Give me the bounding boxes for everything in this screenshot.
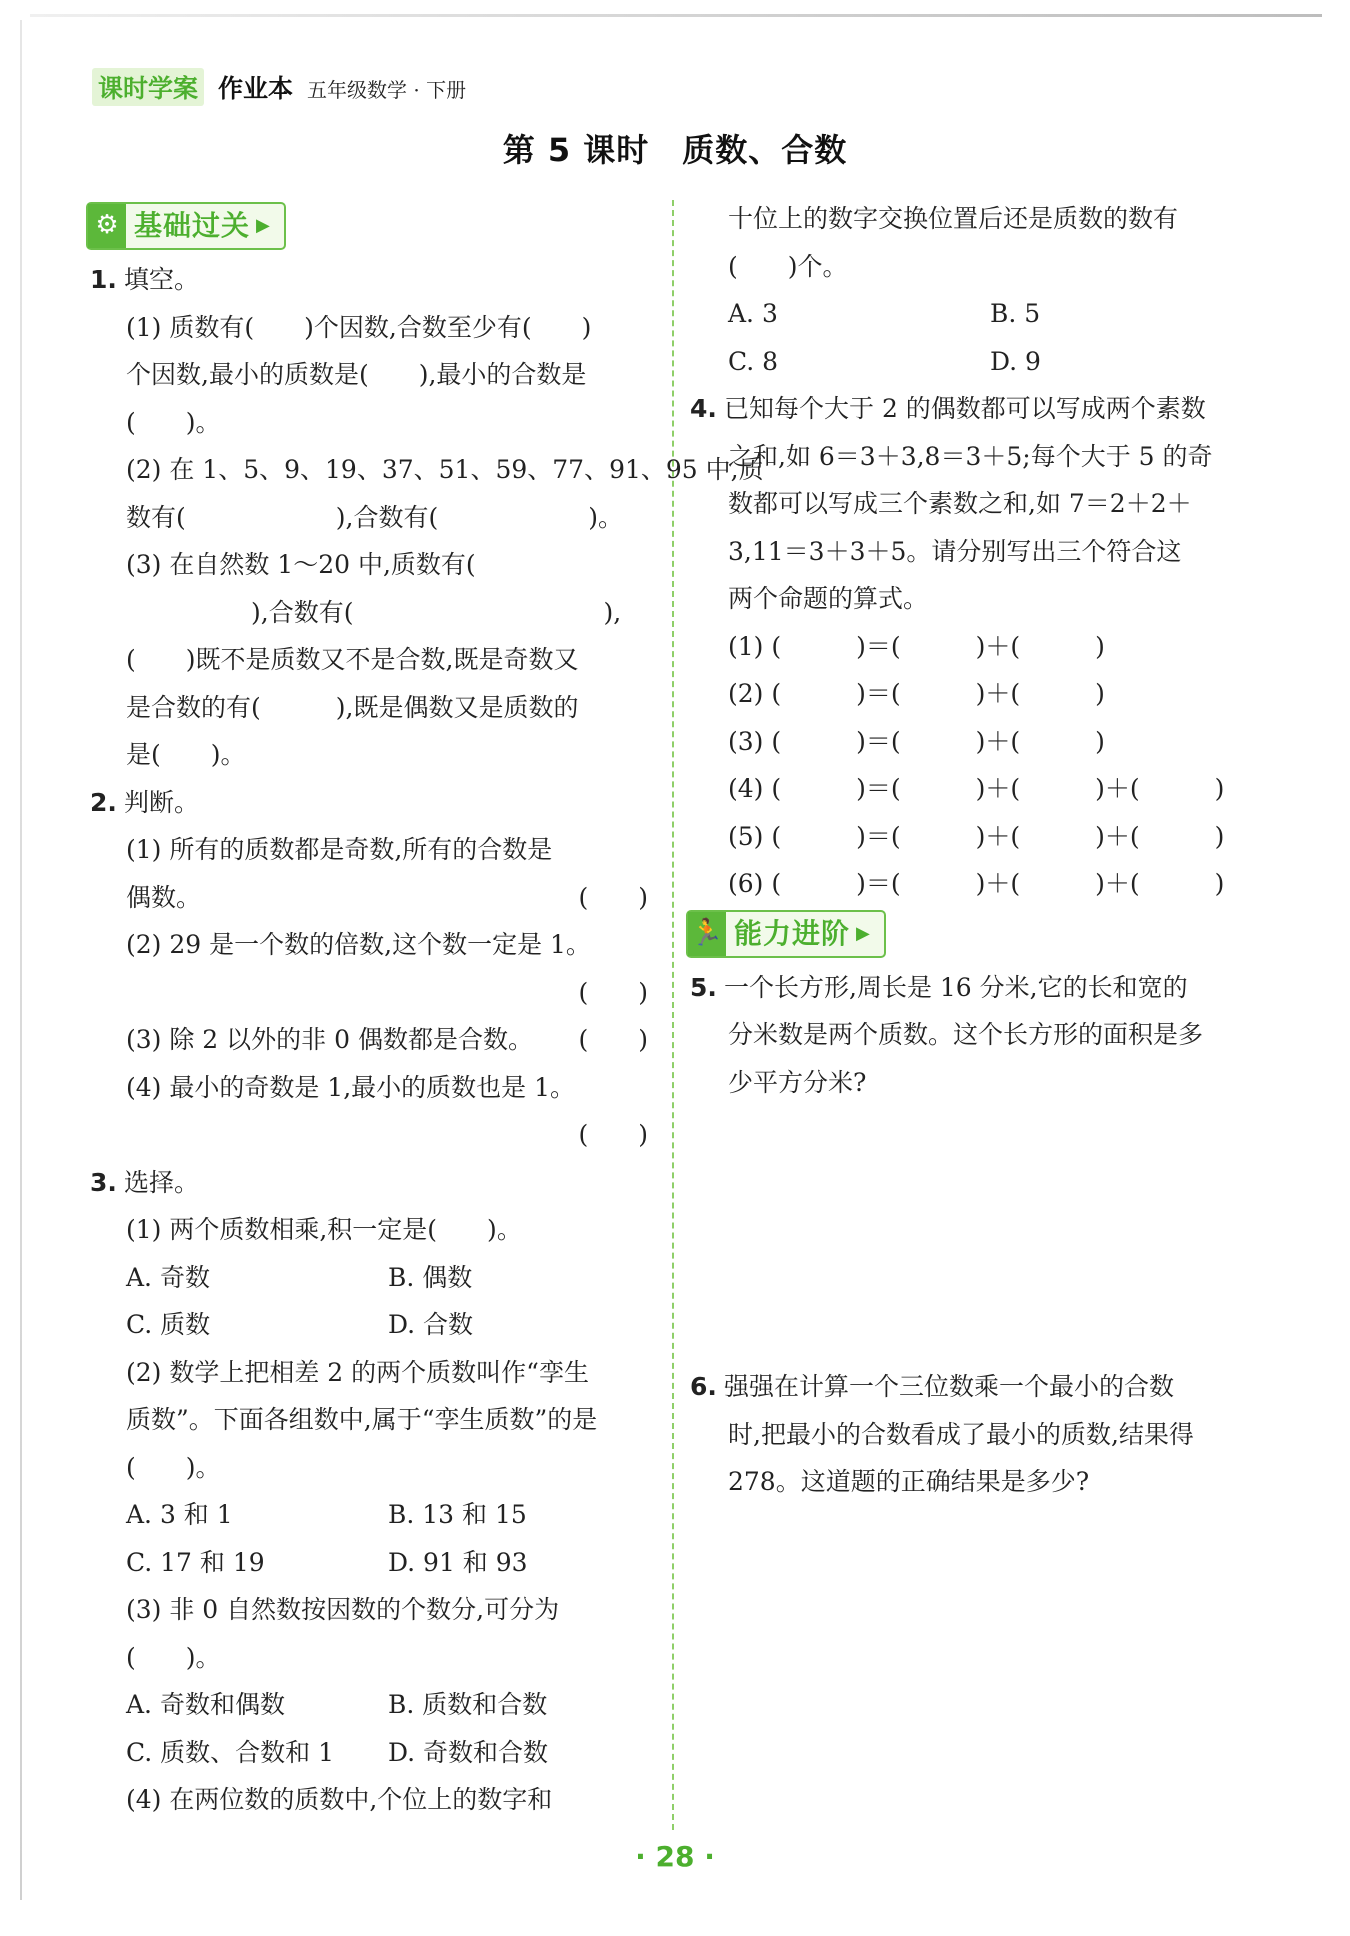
q4-answer-row[interactable]: (6) ( )＝( )＋( )＋( ) [728,869,1225,898]
option-d[interactable]: D. 合数 [388,1310,474,1339]
q3-stem: (2) 数学上把相差 2 的两个质数叫作“孪生 [126,1357,589,1387]
option-a[interactable]: A. 3 和 1 [126,1500,233,1529]
column-divider [672,200,674,1830]
option-a[interactable]: A. 奇数 [126,1262,210,1292]
answer-paren[interactable]: ( ) [578,882,648,912]
q2-item-text: (1) 所有的质数都是奇数,所有的合数是 [126,835,553,864]
question-title: 判断。 [124,787,200,817]
gear-icon: ⚙ [88,204,126,248]
q2-item-text-cont: 偶数。 [126,882,202,912]
option-row [90,1729,658,1777]
q1-line: ),合数有( ), [126,597,622,627]
right-column [690,195,1262,1506]
option-row [690,338,1262,386]
q4-line: 3,11＝3＋3＋5。请分别写出三个符合这 [728,536,1182,566]
q4-answer-row[interactable]: (5) ( )＝( )＋( )＋( ) [728,821,1225,851]
q3-stem: 十位上的数字交换位置后还是质数的数有 [728,204,1179,233]
question-title: 选择。 [124,1167,200,1197]
option-b[interactable]: B. 偶数 [388,1262,473,1292]
q3-stem: ( )个。 [728,251,848,281]
lesson-title: 第 5 课时 质数、合数 [502,131,848,169]
section-badge-advanced [686,910,886,958]
book-title: 作业本 [218,74,294,103]
option-a[interactable]: A. 3 [728,299,778,328]
q1-line: 个因数,最小的质数是( ),最小的合数是 [126,360,587,389]
q6-line: 278。这道题的正确结果是多少? [728,1467,1090,1496]
arrow-icon: ▶ [256,215,270,237]
question-number: 3. [90,1167,117,1197]
q6-line: 强强在计算一个三位数乘一个最小的合数 [724,1372,1175,1401]
question-number: 4. [690,394,717,423]
arrow-icon: ▶ [856,922,870,944]
option-c[interactable]: C. 17 和 19 [126,1547,265,1577]
q1-line: ( )既不是质数又不是合数,既是奇数又 [126,645,579,674]
q1-line: (2) 在 1、5、9、19、37、51、59、77、91、95 中,质 [126,455,764,484]
q1-line: 是( )。 [126,740,246,769]
runner-icon: 🏃 [688,912,726,956]
section-badge-basic [86,202,286,250]
option-row [90,1301,658,1349]
q3-stem: (1) 两个质数相乘,积一定是( )。 [126,1215,522,1244]
option-c[interactable]: C. 8 [728,346,779,376]
q3-stem: (3) 非 0 自然数按因数的个数分,可分为 [126,1595,560,1624]
q4-line: 之和,如 6＝3＋3,8＝3＋5;每个大于 5 的奇 [728,441,1213,471]
question-1-head [90,256,658,304]
option-a[interactable]: A. 奇数和偶数 [126,1690,285,1719]
option-d[interactable]: D. 9 [990,346,1041,376]
answer-paren[interactable]: ( ) [578,1025,648,1054]
option-row [90,1539,658,1587]
section-label: 基础过关 [134,209,251,243]
grade-label: 五年级数学 · 下册 [307,78,467,102]
question-3-head [90,1159,658,1207]
q2-item-text: (2) 29 是一个数的倍数,这个数一定是 1。 [126,930,591,959]
q3-stem: 质数”。下面各组数中,属于“孪生质数”的是 [126,1405,598,1434]
question-number: 6. [690,1372,717,1401]
answer-paren[interactable]: ( ) [578,1120,648,1149]
q4-answer-row[interactable]: (2) ( )＝( )＋( ) [728,679,1105,708]
q4-answer-row[interactable]: (3) ( )＝( )＋( ) [728,726,1105,756]
q3-stem: ( )。 [126,1452,221,1482]
q4-answer-row[interactable]: (4) ( )＝( )＋( )＋( ) [728,774,1225,803]
q1-line: ( )。 [126,407,221,437]
option-b[interactable]: B. 5 [990,299,1041,328]
page-number: · 28 · [635,1840,715,1873]
question-6-head [690,1363,1262,1411]
q3-stem: (4) 在两位数的质数中,个位上的数字和 [126,1785,553,1814]
q4-line: 数都可以写成三个素数之和,如 7＝2＋2＋ [728,489,1192,518]
answer-paren[interactable]: ( ) [578,977,648,1007]
option-b[interactable]: B. 13 和 15 [388,1500,527,1529]
q5-line: 分米数是两个质数。这个长方形的面积是多 [728,1020,1204,1049]
q4-line: 已知每个大于 2 的偶数都可以写成两个素数 [724,394,1206,423]
option-row [90,1491,658,1539]
q3-stem: ( )。 [126,1642,221,1672]
q6-line: 时,把最小的合数看成了最小的质数,结果得 [728,1419,1194,1449]
page-header [92,68,466,106]
q2-item-text: (3) 除 2 以外的非 0 偶数都是合数。 [126,1025,533,1054]
question-number: 1. [90,265,117,294]
option-b[interactable]: B. 质数和合数 [388,1690,548,1719]
question-4-head [690,385,1262,433]
binding-edge [20,20,22,1900]
q4-answer-row[interactable]: (1) ( )＝( )＋( ) [728,631,1105,661]
top-rule [30,14,1322,17]
option-row [90,1254,658,1302]
section-label: 能力进阶 [734,916,851,950]
question-number: 2. [90,787,117,817]
question-number: 5. [690,972,717,1002]
q2-item-cont [90,874,658,922]
option-row [90,1681,658,1729]
option-c[interactable]: C. 质数、合数和 1 [126,1737,334,1767]
option-c[interactable]: C. 质数 [126,1310,211,1339]
option-d[interactable]: D. 奇数和合数 [388,1737,549,1767]
q4-line: 两个命题的算式。 [728,584,929,613]
question-5-head [690,964,1262,1012]
q1-line: (3) 在自然数 1～20 中,质数有( [126,550,476,579]
q1-line: 是合数的有( ),既是偶数又是质数的 [126,692,579,722]
q2-item-text: (4) 最小的奇数是 1,最小的质数也是 1。 [126,1072,576,1102]
q5-line: 少平方分米? [728,1067,867,1097]
q1-line: (1) 质数有( )个因数,合数至少有( ) [126,312,592,342]
brand-logo: 课时学案 [92,68,204,106]
answer-area[interactable] [690,1106,1262,1363]
question-title: 填空。 [124,265,200,294]
q1-line: 数有( ),合数有( )。 [126,502,623,532]
q5-line: 一个长方形,周长是 16 分米,它的长和宽的 [724,972,1188,1002]
option-d[interactable]: D. 91 和 93 [388,1547,528,1577]
option-row [690,290,1262,338]
question-2-head [90,779,658,827]
q2-item [90,1016,658,1064]
